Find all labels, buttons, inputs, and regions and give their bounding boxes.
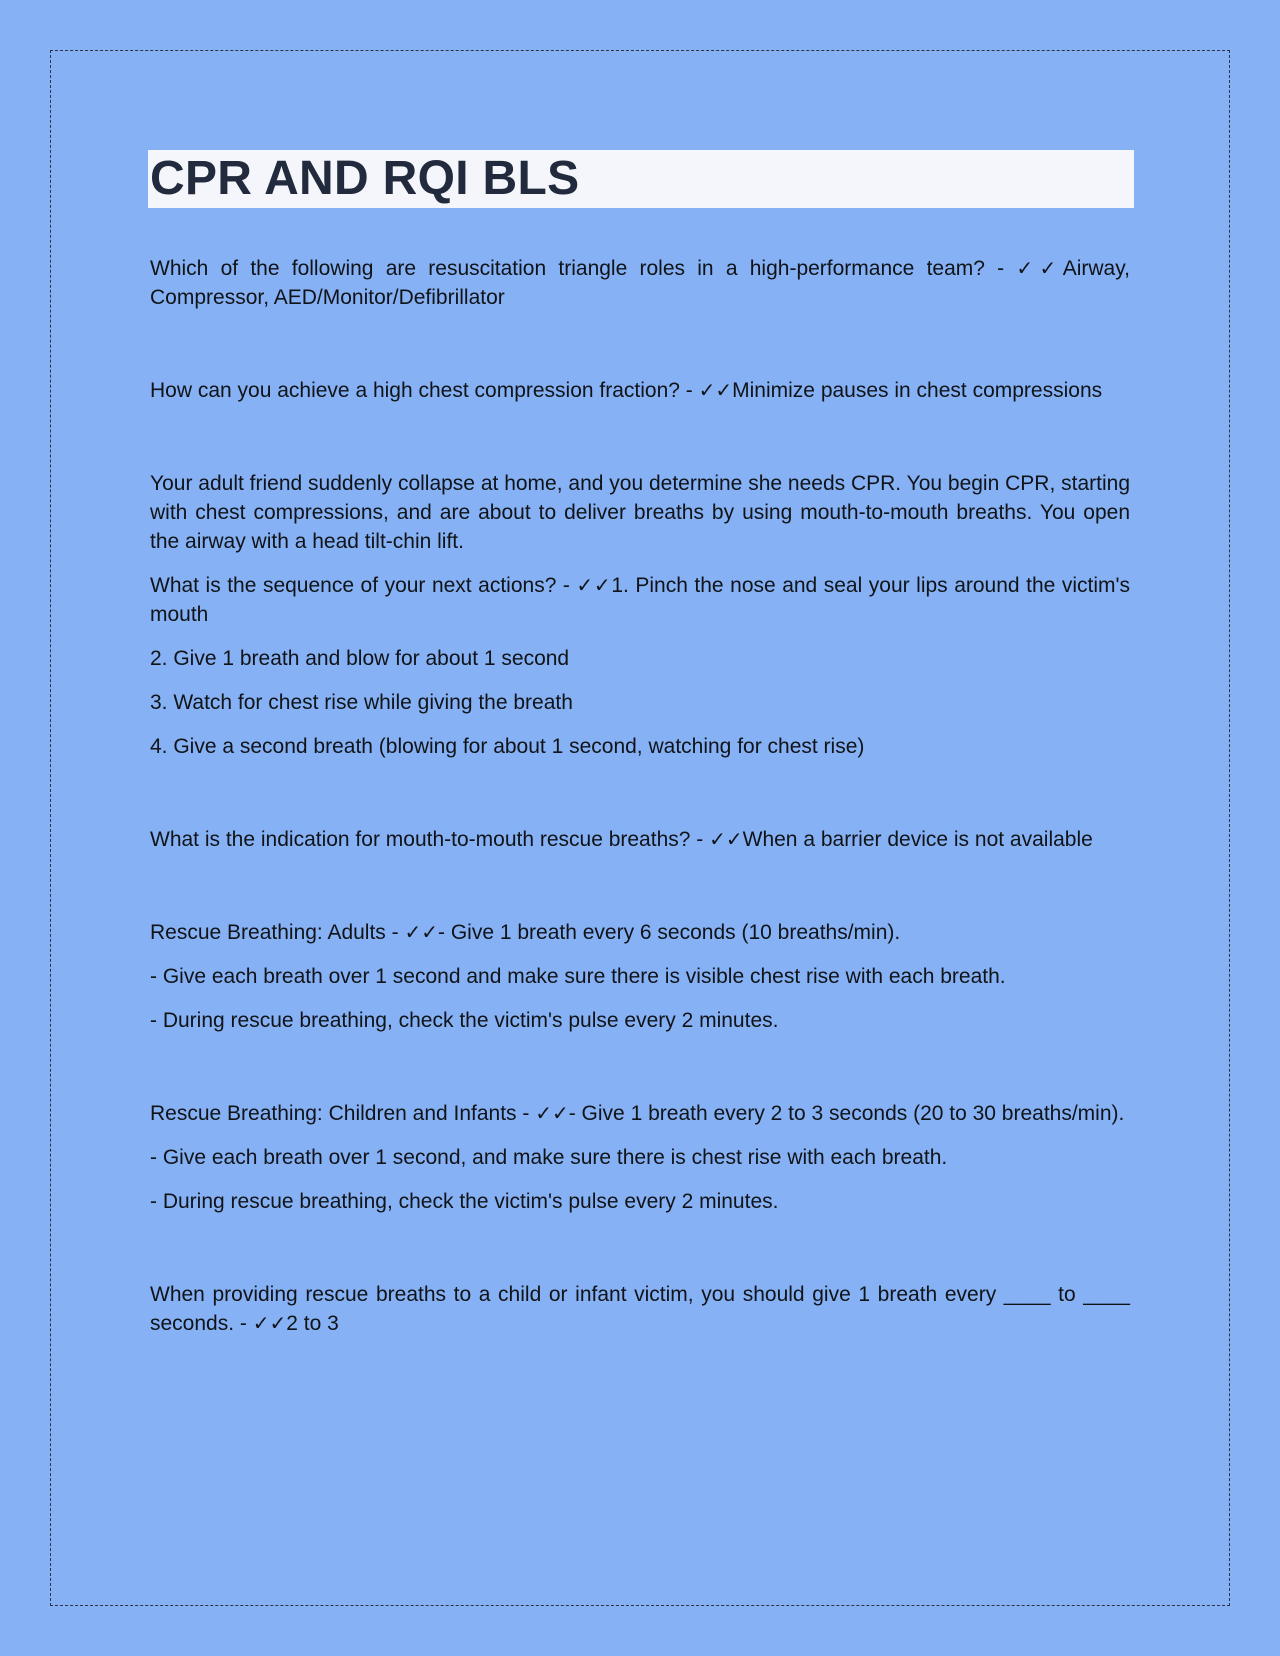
body-paragraph: - During rescue breathing, check the victim's pulse every 2 minutes. bbox=[150, 1190, 779, 1213]
question-text: Rescue Breathing: Children and Infants - bbox=[150, 1102, 536, 1125]
question-paragraph bbox=[150, 825, 1130, 854]
question-text: How can you achieve a high chest compression fraction? - bbox=[150, 379, 699, 402]
check-mark-icon: ✓✓ bbox=[252, 1311, 287, 1335]
question-text: What is the sequence of your next actions? - bbox=[150, 574, 577, 597]
question-paragraph bbox=[150, 376, 1130, 405]
body-paragraph: 3. Watch for chest rise while giving the breath bbox=[150, 691, 573, 714]
question-paragraph bbox=[150, 254, 1130, 312]
question-paragraph bbox=[150, 571, 1130, 629]
qa-entry bbox=[150, 469, 1130, 761]
check-mark-icon: ✓✓ bbox=[576, 573, 612, 597]
qa-entry bbox=[150, 1099, 1130, 1216]
answer-text: When a barrier device is not available bbox=[742, 828, 1093, 851]
question-paragraph bbox=[150, 1099, 1130, 1128]
answer-text: - Give 1 breath every 2 to 3 seconds (20 to 30 breaths/min). bbox=[568, 1102, 1125, 1125]
body-paragraph: 2. Give 1 breath and blow for about 1 second bbox=[150, 647, 570, 670]
answer-text: 1. Pinch the nose and seal your lips around the victim's mouth bbox=[150, 574, 1131, 626]
document-body bbox=[150, 150, 1130, 1402]
body-paragraph: 4. Give a second breath (blowing for about 1 second, watching for chest rise) bbox=[150, 735, 865, 758]
body-paragraph: Your adult friend suddenly collapse at home, and you determine she needs CPR. You begin CPR, starting with chest compressions, and are about to deliver breaths by using mouth-to-mouth breaths. You open the airway with a head tilt-chin lift. bbox=[150, 472, 1130, 553]
qa-entry bbox=[150, 918, 1130, 1035]
answer-text: Minimize pauses in chest compressions bbox=[732, 379, 1103, 402]
check-mark-icon: ✓✓ bbox=[698, 378, 733, 402]
qa-entry bbox=[150, 254, 1130, 312]
question-text: Which of the following are resuscitation triangle roles in a high-performance team? - bbox=[150, 257, 1017, 280]
check-mark-icon: ✓✓ bbox=[1016, 256, 1063, 280]
question-text: What is the indication for mouth-to-mouth rescue breaths? - bbox=[150, 828, 710, 851]
answer-text: - Give 1 breath every 6 seconds (10 breaths/min). bbox=[438, 921, 901, 944]
body-paragraph: - Give each breath over 1 second, and make sure there is chest rise with each breath. bbox=[150, 1146, 948, 1169]
answer-text: 2 to 3 bbox=[286, 1312, 339, 1335]
qa-entry bbox=[150, 825, 1130, 854]
body-paragraph: - Give each breath over 1 second and make sure there is visible chest rise with each breath. bbox=[150, 965, 1006, 988]
qa-list bbox=[150, 254, 1130, 1338]
question-paragraph bbox=[150, 1280, 1130, 1338]
title-banner bbox=[148, 150, 1134, 208]
question-text: When providing rescue breaths to a child or infant victim, you should give 1 breath every ____ to ____ seconds. - bbox=[150, 1283, 1130, 1335]
check-mark-icon: ✓✓ bbox=[709, 827, 743, 851]
check-mark-icon: ✓✓ bbox=[404, 920, 438, 944]
qa-entry bbox=[150, 1280, 1130, 1338]
body-paragraph: - During rescue breathing, check the victim's pulse every 2 minutes. bbox=[150, 1009, 779, 1032]
question-text: Rescue Breathing: Adults - bbox=[150, 921, 405, 944]
check-mark-icon: ✓✓ bbox=[535, 1101, 569, 1125]
page-title: CPR AND RQI BLS bbox=[150, 152, 580, 205]
answer-text: Airway, Compressor, AED/Monitor/Defibrillator bbox=[150, 257, 1130, 309]
question-paragraph bbox=[150, 918, 1130, 947]
qa-entry bbox=[150, 376, 1130, 405]
